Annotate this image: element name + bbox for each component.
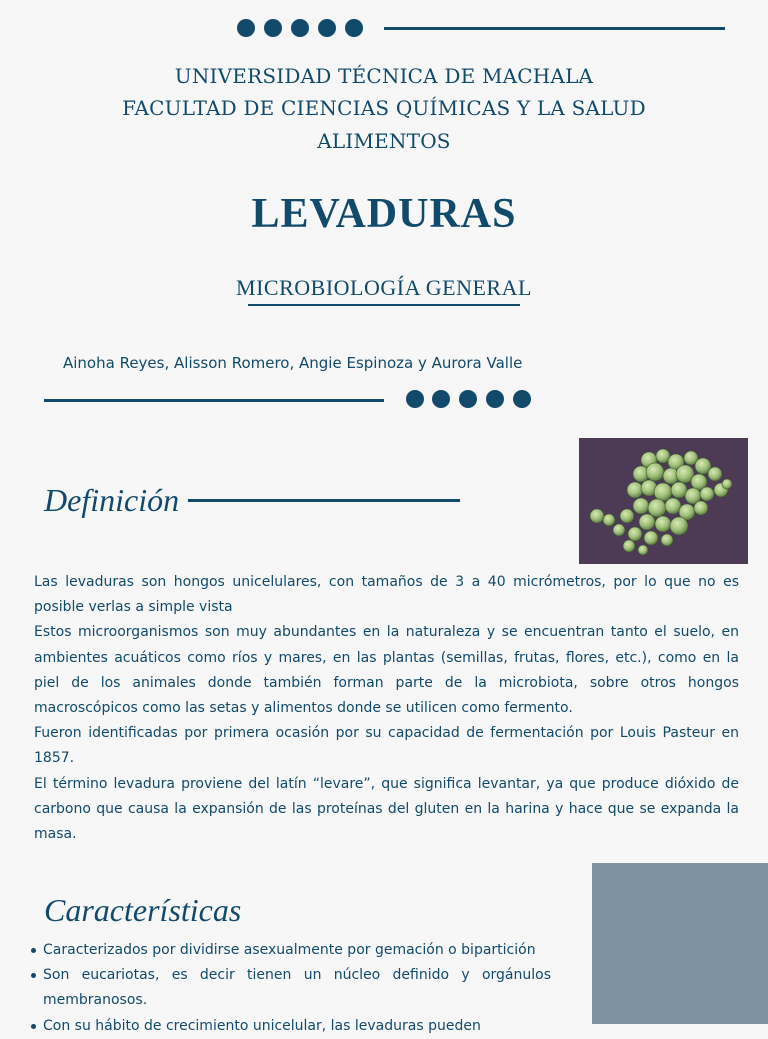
- course-subtitle: MICROBIOLOGÍA GENERAL: [236, 275, 532, 300]
- dot-icon: [486, 390, 504, 408]
- dot-icon: [237, 19, 255, 37]
- page-title: LEVADURAS: [251, 191, 517, 237]
- dot-icon: [264, 19, 282, 37]
- list-item: Con su hábito de crecimiento unicelular, las levaduras pueden: [31, 1014, 551, 1039]
- program-name: ALIMENTOS: [317, 129, 451, 153]
- definition-paragraph: El término levadura proviene del latín “levare”, que significa levantar, ya que produce dióxido de carbono que causa la expansión de las proteínas del gluten en la harina y hace que se expanda la masa.: [34, 775, 739, 843]
- divider: [44, 399, 384, 402]
- dot-icon: [345, 19, 363, 37]
- divider: [384, 27, 725, 30]
- dot-icon: [432, 390, 450, 408]
- definition-paragraph: Las levaduras son hongos unicelulares, con tamaños de 3 a 40 micrómetros, por lo que no es posible verlas a simple vista: [34, 574, 739, 616]
- dot-icon: [459, 390, 477, 408]
- yeast-micrograph-image: [579, 438, 748, 564]
- definition-paragraph: Fueron identificadas por primera ocasión por su capacidad de fermentación por Louis Pasteur en 1857.: [34, 725, 739, 767]
- subtitle-underline: [248, 304, 520, 306]
- definition-paragraph: Estos microorganismos son muy abundantes en la naturaleza y se encuentran tanto el suelo, en ambientes acuáticos como ríos y mares, en las plantas (semillas, frutas, flores, etc.), como en la piel de los animales donde también forman parte de la microbiota, sobre otros hongos macroscópicos como las setas y alimentos donde se utilicen como fermento.: [34, 624, 739, 717]
- definition-body: [34, 570, 739, 847]
- characteristics-heading: Características: [44, 892, 242, 928]
- dot-icon: [291, 19, 309, 37]
- list-item: Caracterizados por dividirse asexualmente por gemación o bipartición: [31, 938, 551, 963]
- faculty-name: FACULTAD DE CIENCIAS QUÍMICAS Y LA SALUD: [122, 96, 646, 120]
- dot-icon: [318, 19, 336, 37]
- university-name: UNIVERSIDAD TÉCNICA DE MACHALA: [174, 64, 594, 88]
- yeast-cells-icon: [579, 438, 748, 564]
- definition-divider: [188, 499, 460, 502]
- definition-heading: Definición: [44, 482, 180, 518]
- dot-icon: [406, 390, 424, 408]
- dot-icon: [513, 390, 531, 408]
- authors-line: Ainoha Reyes, Alisson Romero, Angie Espinoza y Aurora Valle: [63, 354, 523, 372]
- list-item: Son eucariotas, es decir tienen un núcleo definido y orgánulos membranosos.: [31, 963, 551, 1013]
- decorative-side-block: [592, 863, 768, 1024]
